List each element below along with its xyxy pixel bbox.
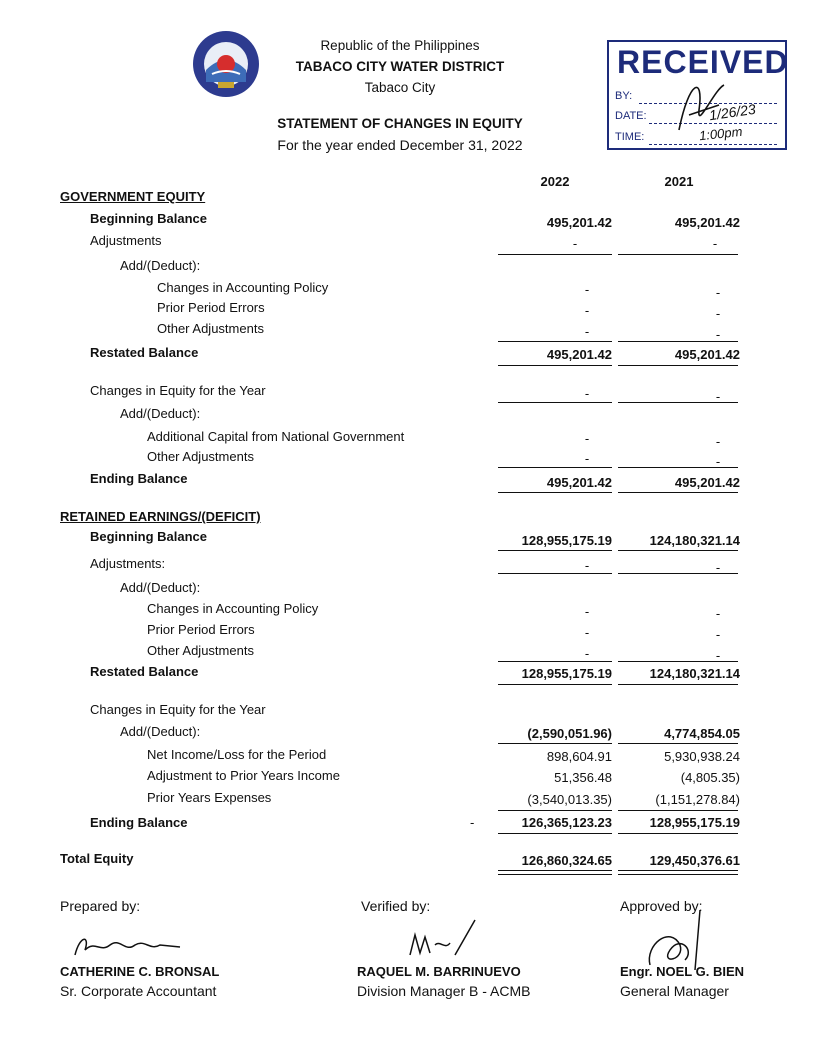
re-restated-label: Restated Balance: [90, 664, 199, 679]
re-prior-errors-2022: -: [584, 625, 590, 640]
re-adjustments-2021: -: [715, 560, 721, 575]
gov-beginning-label: Beginning Balance: [90, 211, 208, 226]
column-header-2022: 2022: [540, 174, 570, 189]
rule: [498, 402, 612, 403]
rule: [618, 341, 738, 342]
approved-title: General Manager: [620, 983, 729, 999]
gov-adjustments-2022: -: [572, 236, 578, 251]
re-prior-expenses-2021: (1,151,278.84): [655, 792, 740, 807]
stamp-date-label: DATE:: [615, 110, 647, 122]
verified-title: Division Manager B - ACMB: [357, 983, 531, 999]
gov-changes-policy-2021: -: [715, 285, 721, 300]
gov-changes-policy-label: Changes in Accounting Policy: [157, 280, 329, 295]
header-republic: Republic of the Philippines: [320, 38, 480, 53]
gov-changes-year-2022: -: [584, 386, 590, 401]
double-rule: [498, 870, 612, 875]
prepared-title: Sr. Corporate Accountant: [60, 983, 217, 999]
gov-prior-errors-label: Prior Period Errors: [157, 300, 265, 315]
rule: [618, 810, 738, 811]
gov-add-deduct-label: Add/(Deduct):: [120, 258, 201, 273]
total-equity-2022: 126,860,324.65: [521, 853, 612, 868]
re-ending-2021: 128,955,175.19: [649, 815, 740, 830]
header-city: Tabaco City: [364, 80, 436, 95]
re-changes-policy-label: Changes in Accounting Policy: [147, 601, 319, 616]
rule: [498, 833, 612, 834]
rule: [618, 402, 738, 403]
re-adj-prior-income-label: Adjustment to Prior Years Income: [147, 768, 340, 783]
gov-add-deduct2-label: Add/(Deduct):: [120, 406, 201, 421]
prepared-name: CATHERINE C. BRONSAL: [60, 964, 220, 979]
re-adj-prior-income-2021: (4,805.35): [680, 770, 740, 785]
total-equity-2021: 129,450,376.61: [649, 853, 740, 868]
re-net-income-2021: 5,930,938.24: [664, 749, 740, 764]
re-add-deduct2-label: Add/(Deduct):: [120, 724, 201, 739]
column-header-2021: 2021: [664, 174, 694, 189]
rule: [498, 492, 612, 493]
gov-beginning-2021: 495,201.42: [674, 215, 740, 230]
re-add-deduct2-2022: (2,590,051.96): [527, 726, 612, 741]
total-equity-label: Total Equity: [60, 851, 134, 866]
re-other-adj-label: Other Adjustments: [147, 643, 254, 658]
retained-earnings-heading: RETAINED EARNINGS/(DEFICIT): [60, 509, 261, 524]
gov-adjustments-2021: -: [712, 236, 718, 251]
re-add-deduct-label: Add/(Deduct):: [120, 580, 201, 595]
received-stamp: [607, 40, 787, 150]
re-beginning-label: Beginning Balance: [90, 529, 208, 544]
statement-period: For the year ended December 31, 2022: [277, 137, 523, 153]
gov-changes-year-label: Changes in Equity for the Year: [90, 383, 266, 398]
prepared-by-label: Prepared by:: [60, 898, 141, 914]
gov-restated-2022: 495,201.42: [546, 347, 612, 362]
re-add-deduct2-2021: 4,774,854.05: [664, 726, 740, 741]
re-prior-errors-2021: -: [715, 627, 721, 642]
gov-addl-capital-2022: -: [584, 431, 590, 446]
re-ending-label: Ending Balance: [90, 815, 188, 830]
re-prior-expenses-label: Prior Years Expenses: [147, 790, 272, 805]
re-other-adj-2021: -: [715, 648, 721, 663]
verified-by-label: Verified by:: [361, 898, 431, 914]
stamp-time-handwritten: 1:00pm: [698, 123, 744, 144]
stamp-time-label: TIME:: [615, 131, 645, 143]
double-rule: [618, 870, 738, 875]
gov-restated-label: Restated Balance: [90, 345, 199, 360]
gov-addl-capital-label: Additional Capital from National Government: [147, 429, 405, 444]
re-changes-policy-2022: -: [584, 604, 590, 619]
re-adj-prior-income-2022: 51,356.48: [554, 770, 612, 785]
gov-ending-2021: 495,201.42: [674, 475, 740, 490]
rule: [618, 661, 738, 662]
rule: [618, 550, 738, 551]
stamp-time-line: [649, 144, 777, 145]
rule: [498, 661, 612, 662]
government-equity-heading: GOVERNMENT EQUITY: [60, 189, 206, 204]
rule: [498, 743, 612, 744]
rule: [498, 254, 612, 255]
rule: [618, 743, 738, 744]
re-ending-2022: 126,365,123.23: [521, 815, 612, 830]
re-ending-dash: -: [470, 815, 475, 830]
rule: [618, 254, 738, 255]
prepared-signature: [70, 925, 190, 965]
re-other-adj-2022: -: [584, 646, 590, 661]
rule: [498, 573, 612, 574]
gov-other-adj-2021: -: [715, 327, 721, 342]
verified-name: RAQUEL M. BARRINUEVO: [357, 964, 521, 979]
rule: [618, 492, 738, 493]
gov-changes-policy-2022: -: [584, 282, 590, 297]
rule: [618, 467, 738, 468]
verified-signature: [400, 915, 490, 963]
stamp-date-handwritten: 1/26/23: [708, 100, 757, 124]
stamp-title: RECEIVED: [617, 44, 789, 80]
re-net-income-label: Net Income/Loss for the Period: [147, 747, 327, 762]
re-changes-year-label: Changes in Equity for the Year: [90, 702, 266, 717]
rule: [498, 365, 612, 366]
approved-by-label: Approved by:: [620, 898, 703, 914]
re-prior-expenses-2022: (3,540,013.35): [527, 792, 612, 807]
re-restated-2021: 124,180,321.14: [649, 666, 740, 681]
gov-changes-year-2021: -: [715, 389, 721, 404]
rule: [498, 684, 612, 685]
gov-prior-errors-2022: -: [584, 303, 590, 318]
re-adjustments-label: Adjustments:: [90, 556, 166, 571]
gov-restated-2021: 495,201.42: [674, 347, 740, 362]
rule: [498, 341, 612, 342]
gov-ending-2022: 495,201.42: [546, 475, 612, 490]
stamp-signature-scribble: [669, 70, 739, 140]
statement-title: STATEMENT OF CHANGES IN EQUITY: [277, 116, 523, 131]
gov-other-adj2-2021: -: [715, 454, 721, 469]
gov-other-adj2-label: Other Adjustments: [147, 449, 254, 464]
rule: [498, 810, 612, 811]
gov-other-adj-2022: -: [584, 324, 590, 339]
gov-other-adj2-2022: -: [584, 451, 590, 466]
approved-name: Engr. NOEL G. BIEN: [620, 964, 745, 979]
header-agency-name: TABACO CITY WATER DISTRICT: [295, 59, 505, 74]
gov-adjustments-label: Adjustments: [90, 233, 162, 248]
re-prior-errors-label: Prior Period Errors: [147, 622, 255, 637]
gov-other-adj-label: Other Adjustments: [157, 321, 264, 336]
rule: [618, 833, 738, 834]
rule: [618, 365, 738, 366]
gov-ending-label: Ending Balance: [90, 471, 188, 486]
gov-addl-capital-2021: -: [715, 434, 721, 449]
gov-beginning-2022: 495,201.42: [546, 215, 612, 230]
gov-prior-errors-2021: -: [715, 306, 721, 321]
re-changes-policy-2021: -: [715, 606, 721, 621]
re-beginning-2022: 128,955,175.19: [521, 533, 612, 548]
rule: [618, 573, 738, 574]
re-net-income-2022: 898,604.91: [546, 749, 612, 764]
rule: [618, 684, 738, 685]
stamp-by-label: BY:: [615, 90, 633, 102]
re-restated-2022: 128,955,175.19: [521, 666, 612, 681]
re-adjustments-2022: -: [584, 558, 590, 573]
rule: [498, 550, 612, 551]
rule: [498, 467, 612, 468]
re-beginning-2021: 124,180,321.14: [649, 533, 740, 548]
